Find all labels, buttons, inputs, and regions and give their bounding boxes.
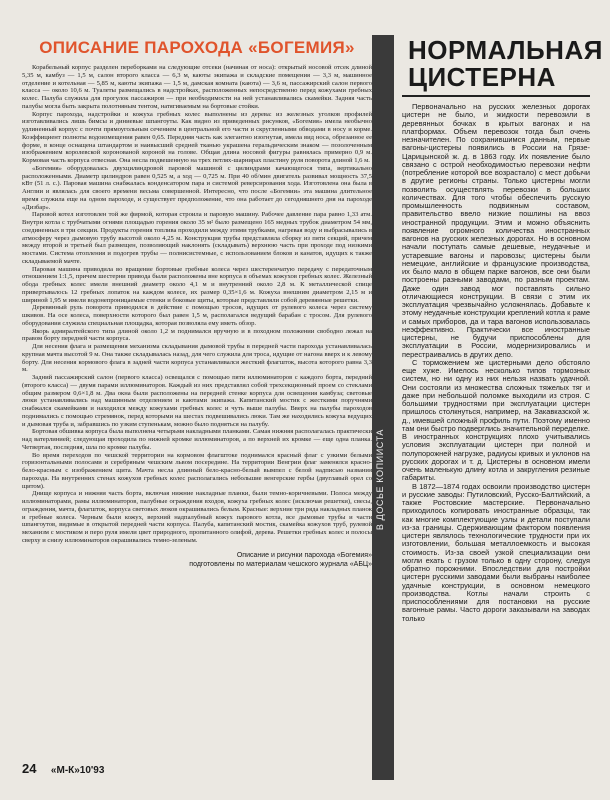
page-number: 24 xyxy=(22,761,37,776)
article-credit xyxy=(22,551,372,569)
paragraph: Деревянный руль поворота приводился в действие с помощью тросов, идущих от рулевого колеса через систему шкивов. На осе колеса, поверхности которого был равен 1,5 м, располагался ведущий барабан с тросом. Для рулевого оборудования служила специальная площадка, которая позволяла ему иметь обзор. xyxy=(22,304,372,327)
article-tank-car xyxy=(372,35,603,780)
magazine-issue: «М-К»10'93 xyxy=(50,765,105,776)
paragraph: Бортовая обшивка корпуса была выполнена четырьмя накладными планками. Самая нижняя располагалась практически над ватерлинией; следующая проходила по нижней кромке иллюминаторов, а по верхней их кромке — еще одна планка. Четвертая, последняя, шла по кромке палубы. xyxy=(22,428,372,451)
tank-car-title xyxy=(408,35,603,92)
paragraph: Паровой котел изготовлен той же фирмой, которая строила и паровую машину. Рабочее давление пара равно 1,33 атм. Внутри котла с трубчатыми огнями площадью горения около 35 м² было размещено 165 медных трубок диаметром 54 мм, соединенных в три секции. Продукты горения топлива проходили между этими трубками, нагревая воду и выбрасывались в атмосферу через дымовую трубу высотой около 4,25 м. Конструкция трубы представляла сборку из пяти секций, причем между второй и третьей был размещен, позволяющий наклонять (складывать) верхнюю часть при проходе под низкими мостами. Система отопления и подогрев трубы — полнисистемные, с использованием блоков и канатов, идущих к также складываемой мачте. xyxy=(22,211,372,265)
tank-car-body xyxy=(402,103,590,623)
rubric-label: В ДОСЬЕ КОПИИСТА xyxy=(375,428,385,530)
title-line: ЦИСТЕРНА xyxy=(408,62,556,92)
paragraph: Первоначально на русских железных дорогах цистерн не было, и жидкости перевозили в деревянных бочках в крытых вагонах и на платформах. Объем перевозок тогда был очень незначителен. По сохранившимся данным, первые вагоны-цистерны появились в России на Грязе-Царицынской ж. д. в 1863 году. Их появление было связано с острой необходимостью перевозки нефти (потребление которой все возрастало) с мест добычи в другие регионы страны. Только цистерны могли позволить осуществлять перевозки в больших количествах. Для того чтобы обеспечить русскую промышленность подвижным составом, правительство ввело низкие пошлины на ввоз иностранной продукции. Этим и можно объяснить появление огромного количества иностранных вагонов на русских железных дорогах. Но в основном начали поступать самые дешевые, неудачные и устаревшие вагоны и паровозы; цистерны были немецкие, английские и французские производства, их было мало в общем парке вагонов, все они были построены разными заводами, по разным проектам. Даже один завод мог поставлять сильно отличающиеся конструкции. В связи с этим их эксплуатация чрезвычайно усложнялась. Добавьте к этому неудачные конструкции креплений котла к раме и самых приборов, да и тара вагонов использовалась неэффективно. Практически все иностранные цистерны, не будучи приспособлены для эксплуатации в России, модернизировались и перестраивались в других депо. xyxy=(402,102,590,359)
paragraph: Днище корпуса и нижняя часть борта, включая нижние накладные планки, были темно-коричневыми. Полоса между иллюминаторами, рамы иллюминаторов, палубные ограждения входов, кожуха гребных колес (исключая решетки), свесы, ограждения, мачта, флагшток, корпуса световых люков окрашивались белым. Красные: верхние три ряда накладных планок и гребные колеса. Черным были кожух, верхний надпалубный кожух парового котла, все дымовые трубы и части шпангоутов, видимые в открытой передней части корпуса. Палуба, капитанский мостик, скамейка кожухов труб, рулевой механизм с мостиком и перо руля имели цвет природного, пропитанного олифой, дерева. Решетки гребных колес и полосы сверху и снизу иллюминаторов окрашивались темно-зеленым. xyxy=(22,490,372,544)
paragraph: Во время переходов по чешской территории на кормовом флагштоке поднимался красный флаг с узкими белыми горизонтальными полосами и серебряным чешским львом посередине. На территории Венгрии флаг заменялся красно-бело-красным с изображением щита. Мачта несла длинный бело-красно-белый вымпел с белой надписью названия парохода. На внутренних стенах кожухов гребных колес располагались небольшие венгерские гербы (двуглавый орел со щитом). xyxy=(22,451,372,490)
paragraph: Корпус парохода, надстройки и кожуха гребных колес выполнены из дерева: из железных уголков профилей изготавливались лишь бимсы и диниевые шпангоуты. Как видно из приведенных рисунков, «Богемия» имела необычно удлиненный корпус с почти прямоугольным сечением в центральной его части и скругленными обводами в носу и корме. Коэффициент полноты водоизмещения равен 0,65. Передняя часть как элегантно изогнутая, имела вид носа, обрезанное ее форме, в конце оснащена штандартом и наивысший средней тканью украшена геральдическим знаком — позолоченным изображением королевской коронованой короной на голове. Общая длина носовой фигуры равнялась примерно 0,9 м. Кормовая часть корпуса отвесная. Она несла подвешенную на трех петлях-шарнирах пластину руля поворота длиной 1,6 м. xyxy=(22,110,372,164)
article-body xyxy=(22,64,372,545)
article-title: ОПИСАНИЕ ПАРОХОДА «БОГЕМИЯ» xyxy=(39,38,355,57)
paragraph: Паровая машина приводила во вращение бортовые гребные колеса через шестеренчатую передачу с передаточным отношением 1:1,5, причем шестерни привода были расположены вне корпуса в объемах кожухов гребных колес. Железный обода гребных колес имели внешний диаметр около 4,1 м и внутренний около 2,8 м. К металлической спице привертывалось 12 гребных лопаток на каждом колесе, их размер 0,35×1,6 м. Кожуха внешним диаметром 2,15 м и шириной 1,95 м имели водонепроницаемые стенки и боковые щиты, которые представляли собой деревянные решетки. xyxy=(22,265,372,304)
paragraph: Для несения флага и размещения механизма складывания дымовой трубы в передней части парохода устанавливалась крупная мачта высотой 9 м. Она также складывалась назад, для чего служила для троса, идущие от нагона вверх и к левому борту. Для несения кормового флага в задней части корпуса устанавливался жесткий флагшток, высота которого равна 3,3 м. xyxy=(22,343,372,374)
rubric-sidebar xyxy=(372,35,394,780)
paragraph: Якорь адмиралтейского типа длиной около 1,2 м поднимался вручную и в походном положении свободно лежал на правом борту передней части корпуса. xyxy=(22,327,372,343)
paragraph: Корабельный корпус разделен переборками на следующие отсеки (начиная от носа): открытый носовой отсек длиной 5,35 м, камбуз — 1,5 м, салон второго класса — 6,3 м, каюты экипажа и складские помещения — 3,3 м, машинное отделение и котельная — 5,85 м, каюты экипажа — 1,5 м, дамская комната (каюта) — 3,6 м, пассажирский салон первого класса — около 10,6 м. Туалеты размещались в надстройках, расположенных непосредственно перед кожухами гребных колес. Палуба служила для прогулок пассажиров — при необходимости на ней устанавливались скамейки. Задняя часть палубы могла быть закрыта полотняным тентом, натягиваемым на бортовые стойки. xyxy=(22,64,372,110)
credit-line: Описание и рисунки парохода «Богемия» xyxy=(236,551,372,559)
paragraph: С торможением же цистерными дело обстояло еще хуже. Имелось несколько типов тормозных систем, но ни одну из них нельзя назвать удачной. Они состояли из множества сложных тяжелых тяг и даже при небольшой поломке выходили из строя. С большими трудностями при эксплуатации цистерн пришлось столкнуться, например, на Закавказской ж. д., имевшей сложный профиль пути. Поэтому именно там они быстро подверглись значительной переделке. В иностранных конструкциях плохо учитывались условия эксплуатации цистерн при полной и полупорожней нагрузке, радиусы кривых и уклонов на русских дорогах и т. д. Цистерны в основном имели очень маленькую длину котла и закругления резиные габариты. xyxy=(402,357,590,483)
article-bohemia xyxy=(22,38,372,569)
paragraph: «Богемия» оборудовалась двухцилиндровой паровой машиной с цилиндрами качающегося типа, вертикально расположенными. Диаметр цилиндров равен 0,525 м, а ход — 0,725 м. При 40 об/мин двигатель развивал мощность 37,5 кВт (51 л. с.). Паровая машина снабжалась конденсатором пара и системой реверсирования хода. Изготовлена она была в Англии и являлась для своего времени весьма совершенной. Интересно, что после «Богемии» эта машина длительное время служила еще на одном пароходе, и существует предположение, что она работает до сегодняшнего дня на пароходе «Дизбар». xyxy=(22,164,372,211)
title-divider xyxy=(402,95,590,97)
paragraph: Задний пассажирский салон (первого класса) освещался с помощью пяти иллюминаторов с каждого борта, передний (второго класса) — двумя парами иллюминаторов. Каждый из них представлял собой трехсекционный проем со стеклами общим размером 0,6×1,8 м. Два окна были расположены на передней стенке корпуса для освещения камбуза; световые люки устанавливались над машинным отделением и каютами экипажа. Капитанский мостик с жесткими поручнями снабжался скамейками и находился между кожухами гребных колес и чуть выше палубы. Вверх на палубы пароходов поднимались с помощью стремянок, перед которыми на шестах подвешивались люки. Там же находились кожуха ведущих и дымовая труба и, забравшись по узким ступенькам, можно было подняться на палубу. xyxy=(22,374,372,428)
title-line: НОРМАЛЬНАЯ xyxy=(408,35,603,65)
paragraph: В 1872—1874 годах освоили производство цистерн и русские заводы: Путиловский, Русско-Балтийский, а также Ростовские мастерские. Первоначально приходилось копировать иностранные образцы, так как многие комплектующие узлы и детали поступали из-за границы. Сдерживающим фактором появления цистерн являлось технологические трудности при их изготовлении, большая металлоемкость и высокая стоимость. Из-за своей узкой специализации они могли ехать с грузом только в одну сторону, следуя обратно порожними. Впоследствии для постройки цистерн русскими заводами были выбраны наиболее удачные конструкции, в основном немецкого производства. Котлы начали строить с приспособлениями для постановки на русские вагонные рамы. Часто дороги заказывали на заводах только xyxy=(402,481,590,623)
page-footer xyxy=(22,760,104,778)
tank-car-column xyxy=(402,35,603,623)
credit-line: подготовлены по материалам чешского журнала «АБЦ» xyxy=(189,560,372,568)
